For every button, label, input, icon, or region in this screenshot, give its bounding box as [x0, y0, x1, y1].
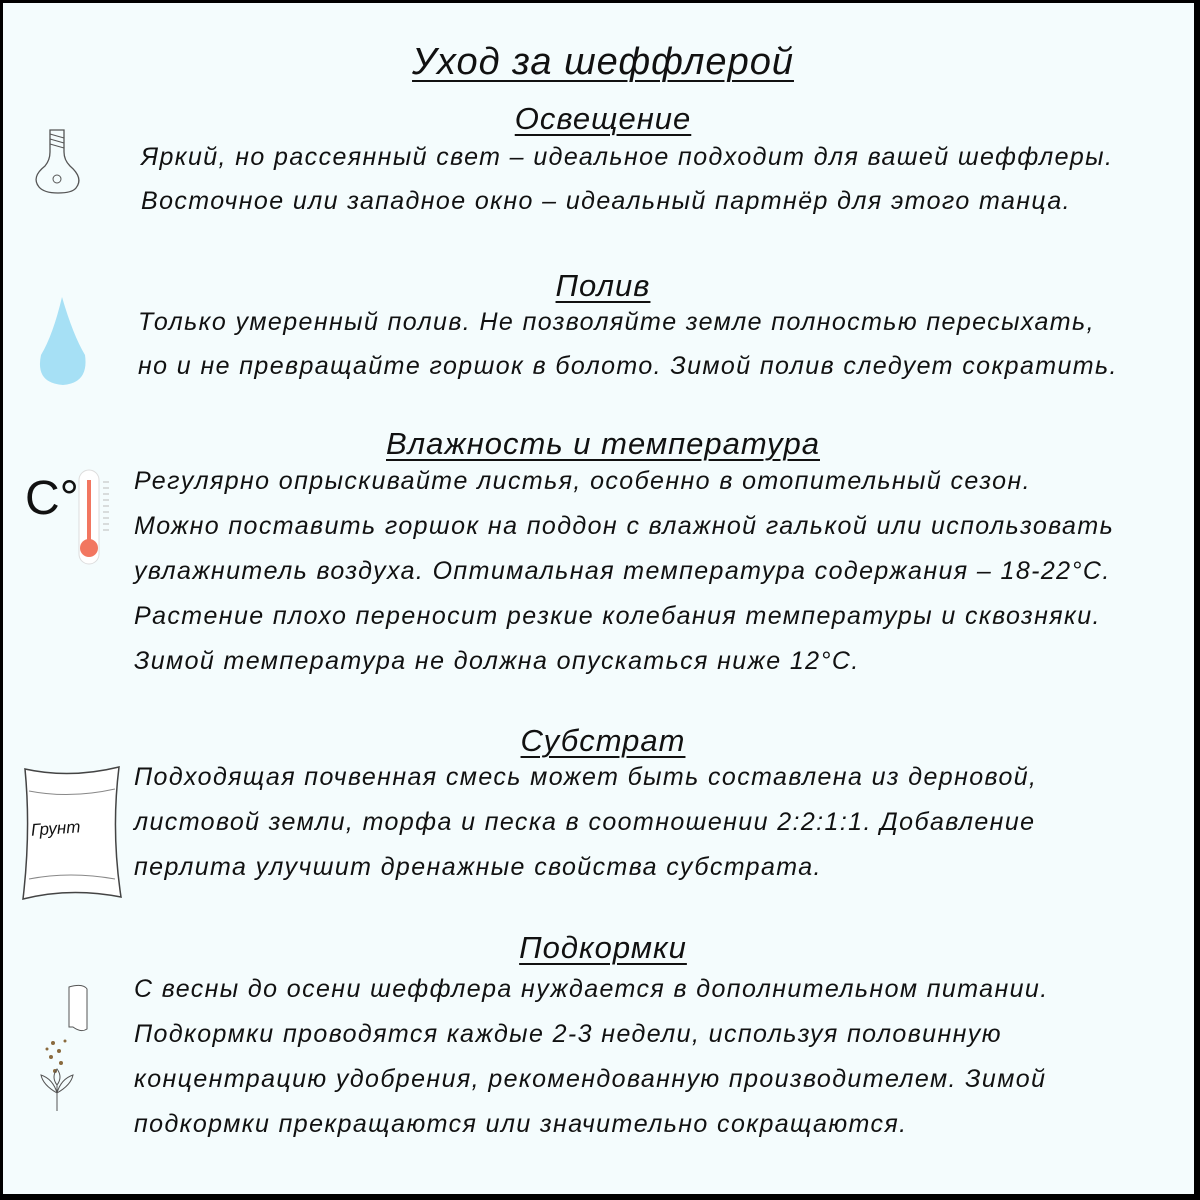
water-drop-icon — [35, 295, 91, 387]
section-heading-watering — [3, 268, 1200, 304]
watering-line: Только умеренный полив. Не позволяйте земле полностью пересыхать, — [138, 308, 1095, 336]
fertilizer-icon — [33, 981, 113, 1121]
heading-text: Субстрат — [520, 723, 686, 758]
feeding-line: концентрацию удобрения, рекомендованную производителем. Зимой — [134, 1065, 1047, 1093]
thermometer-icon — [69, 468, 117, 568]
feeding-line: подкормки прекращаются или значительно сокращаются. — [134, 1110, 908, 1138]
section-heading-lighting — [3, 101, 1200, 137]
substrate-line: Подходящая почвенная смесь может быть составлена из дерновой, — [134, 763, 1038, 791]
page-title-text: Уход за шеффлерой — [412, 41, 794, 83]
substrate-line: перлита улучшит дренажные свойства субстрата. — [134, 853, 822, 881]
lighting-line: Яркий, но рассеянный свет – идеальное подходит для вашей шеффлеры. — [141, 143, 1114, 171]
section-heading-substrate — [3, 723, 1200, 759]
substrate-line: листовой земли, торфа и песка в соотношении 2:2:1:1. Добавление — [134, 808, 1036, 836]
heading-text: Подкормки — [519, 930, 687, 965]
light-bulb-icon — [23, 125, 93, 195]
humidity-line: Зимой температура не должна опускаться ниже 12°C. — [134, 647, 860, 675]
section-heading-humidity — [3, 426, 1200, 462]
section-heading-feeding — [3, 930, 1200, 966]
care-sheet — [3, 3, 1194, 1194]
lighting-line: Восточное или западное окно – идеальный партнёр для этого танца. — [141, 187, 1072, 215]
heading-text: Освещение — [514, 101, 692, 136]
humidity-line: увлажнитель воздуха. Оптимальная температура содержания – 18-22°C. — [134, 557, 1111, 585]
watering-line: но и не превращайте горшок в болото. Зимой полив следует сократить. — [138, 352, 1118, 380]
humidity-line: Регулярно опрыскивайте листья, особенно в отопительный сезон. — [134, 467, 1031, 495]
celsius-label: C° — [25, 472, 79, 525]
humidity-line: Можно поставить горшок на поддон с влажной галькой или использовать — [134, 512, 1115, 540]
humidity-line: Растение плохо переносит резкие колебания температуры и сквозняки. — [134, 602, 1101, 630]
soil-bag-label: Грунт — [30, 817, 81, 840]
heading-text: Влажность и температура — [386, 426, 820, 461]
feeding-line: Подкормки проводятся каждые 2-3 недели, используя половинную — [134, 1020, 1002, 1048]
page-title — [3, 41, 1200, 84]
feeding-line: С весны до осени шеффлера нуждается в дополнительном питании. — [134, 975, 1049, 1003]
heading-text: Полив — [555, 268, 651, 303]
